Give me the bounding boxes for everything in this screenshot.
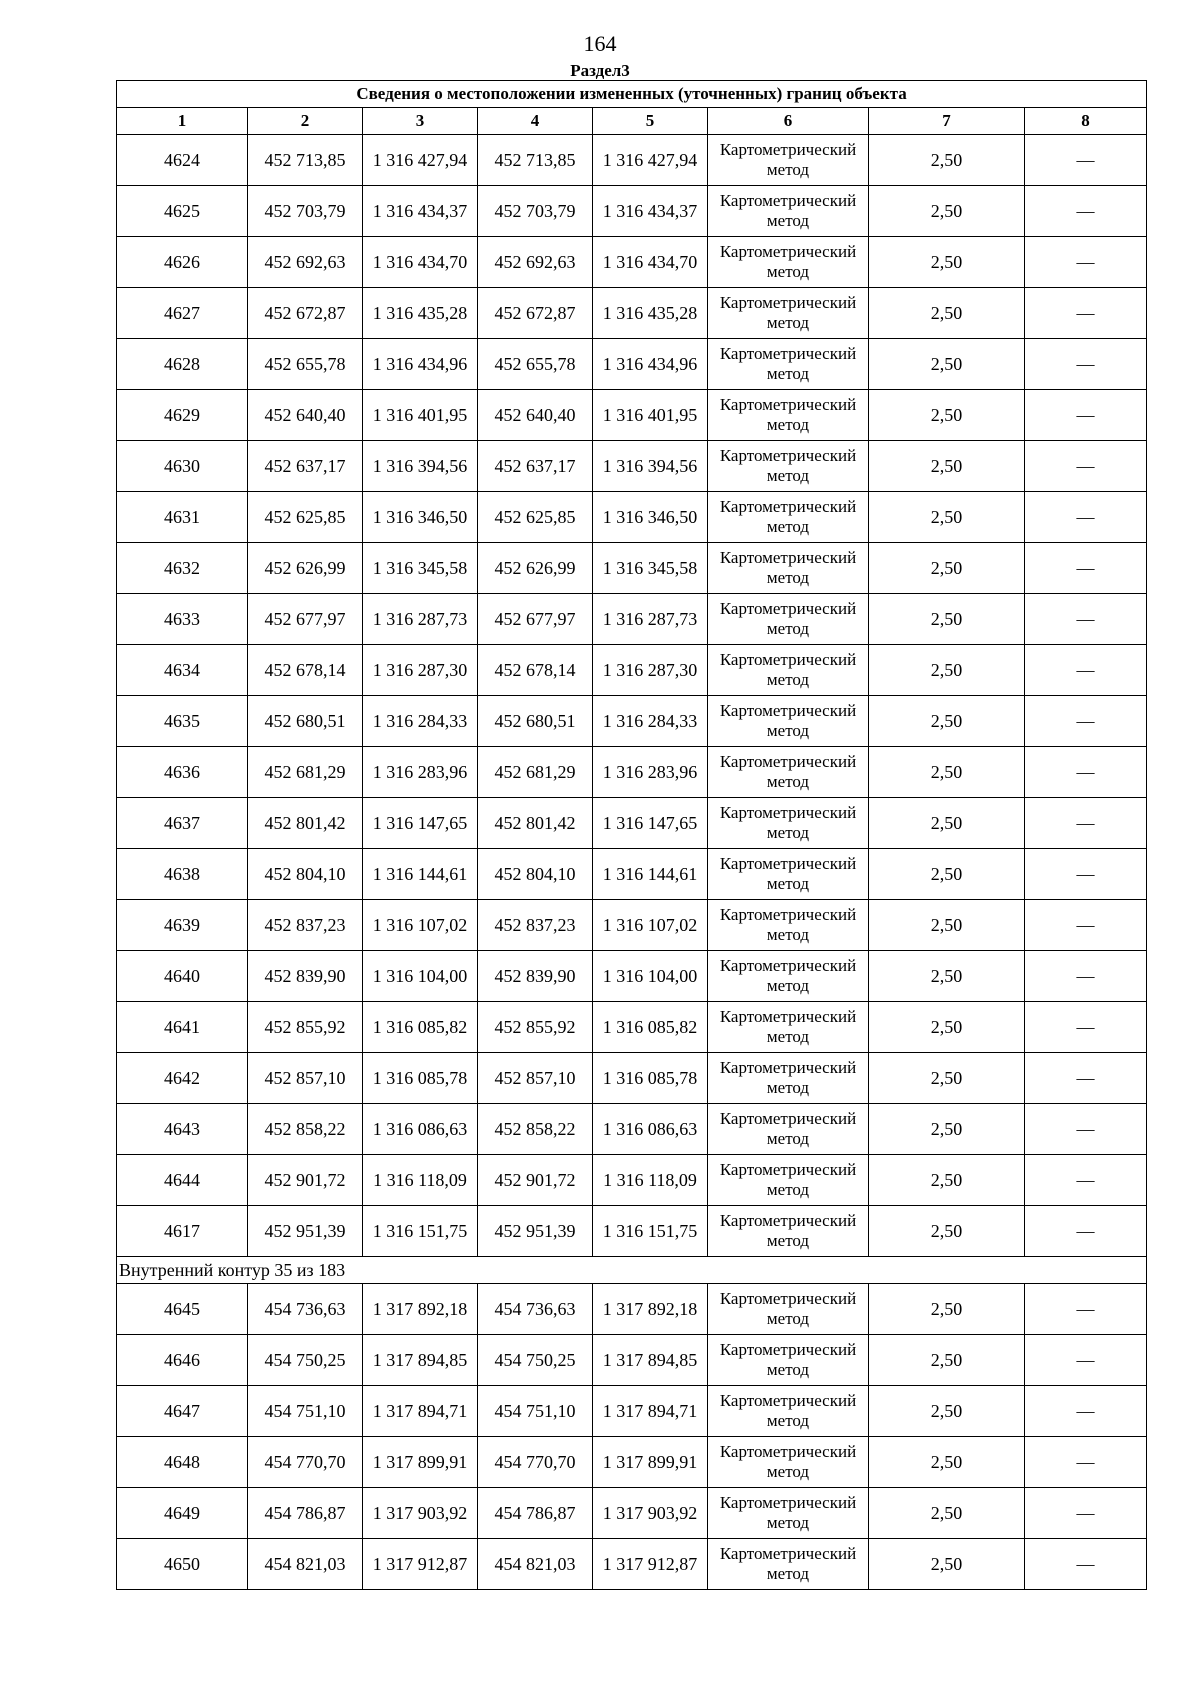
- cell-x-new: 452 681,29: [478, 747, 593, 798]
- table-row: [117, 186, 1147, 237]
- cell-y-existing: 1 316 151,75: [363, 1206, 478, 1257]
- cell-accuracy: 2,50: [869, 288, 1025, 339]
- cell-point-number: 4649: [117, 1488, 248, 1539]
- page-number: 164: [583, 31, 617, 56]
- cell-method: Картометрический метод: [708, 186, 869, 237]
- cell-y-new: 1 316 144,61: [593, 849, 708, 900]
- cell-y-new: 1 316 287,30: [593, 645, 708, 696]
- cell-description: —: [1025, 441, 1147, 492]
- cell-description: —: [1025, 849, 1147, 900]
- cell-description: —: [1025, 1155, 1147, 1206]
- cell-description: —: [1025, 288, 1147, 339]
- cell-y-existing: 1 317 892,18: [363, 1284, 478, 1335]
- cell-description: —: [1025, 1284, 1147, 1335]
- cell-y-new: 1 316 086,63: [593, 1104, 708, 1155]
- cell-x-new: 452 804,10: [478, 849, 593, 900]
- cell-accuracy: 2,50: [869, 1155, 1025, 1206]
- cell-point-number: 4617: [117, 1206, 248, 1257]
- cell-x-new: 452 678,14: [478, 645, 593, 696]
- cell-y-new: 1 316 085,82: [593, 1002, 708, 1053]
- cell-accuracy: 2,50: [869, 951, 1025, 1002]
- cell-x-new: 454 750,25: [478, 1335, 593, 1386]
- cell-x-new: 452 713,85: [478, 135, 593, 186]
- cell-x-existing: 452 625,85: [248, 492, 363, 543]
- cell-point-number: 4641: [117, 1002, 248, 1053]
- cell-method: Картометрический метод: [708, 747, 869, 798]
- table-row: [117, 1437, 1147, 1488]
- cell-point-number: 4640: [117, 951, 248, 1002]
- cell-x-existing: 452 681,29: [248, 747, 363, 798]
- cell-description: —: [1025, 492, 1147, 543]
- column-number-5: 5: [593, 108, 708, 135]
- column-number-8: 8: [1025, 108, 1147, 135]
- cell-accuracy: 2,50: [869, 339, 1025, 390]
- cell-method: Картометрический метод: [708, 1539, 869, 1590]
- cell-y-new: 1 317 912,87: [593, 1539, 708, 1590]
- cell-accuracy: 2,50: [869, 747, 1025, 798]
- cell-x-new: 452 640,40: [478, 390, 593, 441]
- cell-x-new: 452 677,97: [478, 594, 593, 645]
- cell-point-number: 4629: [117, 390, 248, 441]
- cell-y-existing: 1 316 283,96: [363, 747, 478, 798]
- cell-x-existing: 452 901,72: [248, 1155, 363, 1206]
- cell-y-new: 1 317 899,91: [593, 1437, 708, 1488]
- cell-description: —: [1025, 237, 1147, 288]
- cell-y-new: 1 317 892,18: [593, 1284, 708, 1335]
- table-row: [117, 237, 1147, 288]
- cell-x-existing: 452 680,51: [248, 696, 363, 747]
- cell-accuracy: 2,50: [869, 696, 1025, 747]
- table-row: [117, 288, 1147, 339]
- cell-x-existing: 452 692,63: [248, 237, 363, 288]
- table-row: [117, 1104, 1147, 1155]
- cell-point-number: 4626: [117, 237, 248, 288]
- cell-x-new: 452 901,72: [478, 1155, 593, 1206]
- cell-method: Картометрический метод: [708, 951, 869, 1002]
- cell-method: Картометрический метод: [708, 1335, 869, 1386]
- table-row: [117, 645, 1147, 696]
- cell-y-existing: 1 316 118,09: [363, 1155, 478, 1206]
- cell-description: —: [1025, 1335, 1147, 1386]
- cell-description: —: [1025, 645, 1147, 696]
- cell-accuracy: 2,50: [869, 1284, 1025, 1335]
- table-row: [117, 1335, 1147, 1386]
- cell-method: Картометрический метод: [708, 1053, 869, 1104]
- table-row: [117, 135, 1147, 186]
- cell-x-new: 454 751,10: [478, 1386, 593, 1437]
- cell-y-new: 1 316 107,02: [593, 900, 708, 951]
- cell-method: Картометрический метод: [708, 1488, 869, 1539]
- cell-method: Картометрический метод: [708, 1284, 869, 1335]
- cell-description: —: [1025, 135, 1147, 186]
- table-row: [117, 1488, 1147, 1539]
- cell-x-existing: 452 626,99: [248, 543, 363, 594]
- cell-y-new: 1 316 346,50: [593, 492, 708, 543]
- cell-y-new: 1 316 284,33: [593, 696, 708, 747]
- cell-method: Картометрический метод: [708, 1206, 869, 1257]
- cell-method: Картометрический метод: [708, 900, 869, 951]
- table-row: [117, 1386, 1147, 1437]
- cell-y-existing: 1 316 345,58: [363, 543, 478, 594]
- cell-x-new: 454 821,03: [478, 1539, 593, 1590]
- table-row: [117, 390, 1147, 441]
- cell-y-new: 1 316 283,96: [593, 747, 708, 798]
- cell-method: Картометрический метод: [708, 1104, 869, 1155]
- column-number-1: 1: [117, 108, 248, 135]
- cell-x-new: 452 625,85: [478, 492, 593, 543]
- cell-method: Картометрический метод: [708, 849, 869, 900]
- cell-point-number: 4648: [117, 1437, 248, 1488]
- cell-point-number: 4624: [117, 135, 248, 186]
- cell-point-number: 4632: [117, 543, 248, 594]
- cell-y-new: 1 316 118,09: [593, 1155, 708, 1206]
- cell-y-existing: 1 316 434,70: [363, 237, 478, 288]
- cell-description: —: [1025, 543, 1147, 594]
- table-caption: Сведения о местоположении измененных (уточненных) границ объекта: [117, 81, 1147, 108]
- cell-x-existing: 452 837,23: [248, 900, 363, 951]
- table-row: [117, 1155, 1147, 1206]
- cell-point-number: 4628: [117, 339, 248, 390]
- cell-point-number: 4646: [117, 1335, 248, 1386]
- column-number-4: 4: [478, 108, 593, 135]
- table-row: [117, 1539, 1147, 1590]
- cell-y-existing: 1 316 085,78: [363, 1053, 478, 1104]
- cell-method: Картометрический метод: [708, 339, 869, 390]
- cell-y-existing: 1 317 894,85: [363, 1335, 478, 1386]
- cell-x-new: 452 637,17: [478, 441, 593, 492]
- cell-x-new: 452 858,22: [478, 1104, 593, 1155]
- cell-x-existing: 454 786,87: [248, 1488, 363, 1539]
- cell-accuracy: 2,50: [869, 594, 1025, 645]
- column-number-2: 2: [248, 108, 363, 135]
- cell-y-new: 1 316 434,96: [593, 339, 708, 390]
- cell-y-existing: 1 316 435,28: [363, 288, 478, 339]
- cell-y-new: 1 316 427,94: [593, 135, 708, 186]
- cell-accuracy: 2,50: [869, 1488, 1025, 1539]
- cell-description: —: [1025, 1104, 1147, 1155]
- cell-method: Картометрический метод: [708, 798, 869, 849]
- column-number-7: 7: [869, 108, 1025, 135]
- cell-y-new: 1 316 147,65: [593, 798, 708, 849]
- cell-accuracy: 2,50: [869, 1539, 1025, 1590]
- cell-description: —: [1025, 798, 1147, 849]
- cell-accuracy: 2,50: [869, 390, 1025, 441]
- cell-y-existing: 1 316 401,95: [363, 390, 478, 441]
- cell-y-new: 1 316 434,37: [593, 186, 708, 237]
- table-row: [117, 1206, 1147, 1257]
- cell-x-new: 452 680,51: [478, 696, 593, 747]
- table-row: [117, 1284, 1147, 1335]
- cell-y-existing: 1 316 284,33: [363, 696, 478, 747]
- cell-accuracy: 2,50: [869, 1335, 1025, 1386]
- cell-y-new: 1 316 151,75: [593, 1206, 708, 1257]
- cell-point-number: 4642: [117, 1053, 248, 1104]
- cell-x-existing: 452 839,90: [248, 951, 363, 1002]
- cell-point-number: 4637: [117, 798, 248, 849]
- cell-point-number: 4635: [117, 696, 248, 747]
- cell-x-existing: 452 801,42: [248, 798, 363, 849]
- column-number-6: 6: [708, 108, 869, 135]
- cell-x-new: 454 736,63: [478, 1284, 593, 1335]
- cell-y-existing: 1 316 086,63: [363, 1104, 478, 1155]
- cell-description: —: [1025, 951, 1147, 1002]
- cell-x-existing: 452 804,10: [248, 849, 363, 900]
- cell-point-number: 4645: [117, 1284, 248, 1335]
- cell-y-existing: 1 316 434,37: [363, 186, 478, 237]
- cell-accuracy: 2,50: [869, 1053, 1025, 1104]
- cell-y-new: 1 316 394,56: [593, 441, 708, 492]
- cell-y-existing: 1 316 147,65: [363, 798, 478, 849]
- cell-accuracy: 2,50: [869, 1437, 1025, 1488]
- cell-x-existing: 454 736,63: [248, 1284, 363, 1335]
- cell-description: —: [1025, 696, 1147, 747]
- cell-y-existing: 1 317 894,71: [363, 1386, 478, 1437]
- table-row: [117, 747, 1147, 798]
- cell-y-new: 1 317 903,92: [593, 1488, 708, 1539]
- cell-accuracy: 2,50: [869, 543, 1025, 594]
- cell-method: Картометрический метод: [708, 1386, 869, 1437]
- table-row: [117, 951, 1147, 1002]
- cell-x-existing: 454 770,70: [248, 1437, 363, 1488]
- cell-description: —: [1025, 1053, 1147, 1104]
- column-number-row: [117, 108, 1147, 135]
- cell-x-new: 452 839,90: [478, 951, 593, 1002]
- cell-accuracy: 2,50: [869, 135, 1025, 186]
- table-row: [117, 594, 1147, 645]
- section-title: Раздел3: [570, 61, 630, 80]
- cell-y-existing: 1 316 434,96: [363, 339, 478, 390]
- cell-x-existing: 452 677,97: [248, 594, 363, 645]
- cell-description: —: [1025, 594, 1147, 645]
- cell-y-new: 1 316 085,78: [593, 1053, 708, 1104]
- table-row: [117, 798, 1147, 849]
- cell-accuracy: 2,50: [869, 645, 1025, 696]
- cell-method: Картометрический метод: [708, 1437, 869, 1488]
- cell-description: —: [1025, 186, 1147, 237]
- cell-x-existing: 452 640,40: [248, 390, 363, 441]
- cell-accuracy: 2,50: [869, 492, 1025, 543]
- cell-accuracy: 2,50: [869, 900, 1025, 951]
- cell-x-new: 452 855,92: [478, 1002, 593, 1053]
- cell-x-existing: 452 858,22: [248, 1104, 363, 1155]
- cell-point-number: 4627: [117, 288, 248, 339]
- cell-accuracy: 2,50: [869, 798, 1025, 849]
- cell-y-new: 1 316 287,73: [593, 594, 708, 645]
- cell-y-existing: 1 316 287,73: [363, 594, 478, 645]
- cell-method: Картометрический метод: [708, 135, 869, 186]
- cell-y-existing: 1 316 085,82: [363, 1002, 478, 1053]
- cell-method: Картометрический метод: [708, 645, 869, 696]
- cell-point-number: 4633: [117, 594, 248, 645]
- cell-description: —: [1025, 1206, 1147, 1257]
- cell-description: —: [1025, 1488, 1147, 1539]
- cell-x-new: 452 626,99: [478, 543, 593, 594]
- cell-method: Картометрический метод: [708, 288, 869, 339]
- cell-x-new: 452 703,79: [478, 186, 593, 237]
- cell-point-number: 4630: [117, 441, 248, 492]
- cell-method: Картометрический метод: [708, 696, 869, 747]
- cell-y-existing: 1 316 104,00: [363, 951, 478, 1002]
- table-row: [117, 696, 1147, 747]
- cell-y-existing: 1 316 394,56: [363, 441, 478, 492]
- cell-method: Картометрический метод: [708, 543, 869, 594]
- cell-x-existing: 454 751,10: [248, 1386, 363, 1437]
- cell-y-new: 1 317 894,85: [593, 1335, 708, 1386]
- cell-y-new: 1 317 894,71: [593, 1386, 708, 1437]
- table-row: [117, 1053, 1147, 1104]
- cell-y-existing: 1 316 346,50: [363, 492, 478, 543]
- table-row: [117, 849, 1147, 900]
- cell-x-new: 452 857,10: [478, 1053, 593, 1104]
- cell-y-new: 1 316 434,70: [593, 237, 708, 288]
- cell-method: Картометрический метод: [708, 441, 869, 492]
- cell-accuracy: 2,50: [869, 237, 1025, 288]
- cell-y-existing: 1 316 287,30: [363, 645, 478, 696]
- cell-x-existing: 454 750,25: [248, 1335, 363, 1386]
- table-row: [117, 441, 1147, 492]
- cell-accuracy: 2,50: [869, 849, 1025, 900]
- cell-x-existing: 452 655,78: [248, 339, 363, 390]
- cell-method: Картометрический метод: [708, 594, 869, 645]
- cell-x-new: 452 672,87: [478, 288, 593, 339]
- cell-y-existing: 1 317 912,87: [363, 1539, 478, 1590]
- cell-point-number: 4650: [117, 1539, 248, 1590]
- boundary-table: [116, 80, 1147, 1590]
- cell-y-existing: 1 316 427,94: [363, 135, 478, 186]
- cell-description: —: [1025, 1386, 1147, 1437]
- cell-accuracy: 2,50: [869, 186, 1025, 237]
- cell-method: Картометрический метод: [708, 390, 869, 441]
- cell-y-existing: 1 317 903,92: [363, 1488, 478, 1539]
- column-number-3: 3: [363, 108, 478, 135]
- cell-accuracy: 2,50: [869, 1206, 1025, 1257]
- cell-method: Картометрический метод: [708, 1002, 869, 1053]
- cell-x-existing: 452 678,14: [248, 645, 363, 696]
- cell-accuracy: 2,50: [869, 441, 1025, 492]
- cell-description: —: [1025, 1437, 1147, 1488]
- cell-description: —: [1025, 1002, 1147, 1053]
- cell-x-existing: 454 821,03: [248, 1539, 363, 1590]
- cell-x-new: 452 837,23: [478, 900, 593, 951]
- cell-accuracy: 2,50: [869, 1386, 1025, 1437]
- table-body: [117, 135, 1147, 1590]
- table-row: [117, 900, 1147, 951]
- contour-subheader: Внутренний контур 35 из 183: [117, 1257, 1147, 1284]
- table-row: [117, 339, 1147, 390]
- cell-y-existing: 1 316 107,02: [363, 900, 478, 951]
- table-row: [117, 1002, 1147, 1053]
- contour-subheader-row: [117, 1257, 1147, 1284]
- cell-description: —: [1025, 390, 1147, 441]
- cell-x-existing: 452 672,87: [248, 288, 363, 339]
- cell-x-new: 454 770,70: [478, 1437, 593, 1488]
- cell-description: —: [1025, 900, 1147, 951]
- cell-point-number: 4639: [117, 900, 248, 951]
- cell-y-existing: 1 317 899,91: [363, 1437, 478, 1488]
- cell-x-new: 452 655,78: [478, 339, 593, 390]
- cell-point-number: 4634: [117, 645, 248, 696]
- cell-y-existing: 1 316 144,61: [363, 849, 478, 900]
- cell-point-number: 4625: [117, 186, 248, 237]
- cell-point-number: 4636: [117, 747, 248, 798]
- table-row: [117, 492, 1147, 543]
- cell-point-number: 4644: [117, 1155, 248, 1206]
- cell-method: Картометрический метод: [708, 237, 869, 288]
- cell-x-new: 452 951,39: [478, 1206, 593, 1257]
- cell-x-new: 452 801,42: [478, 798, 593, 849]
- cell-method: Картометрический метод: [708, 1155, 869, 1206]
- cell-point-number: 4631: [117, 492, 248, 543]
- cell-method: Картометрический метод: [708, 492, 869, 543]
- cell-x-existing: 452 703,79: [248, 186, 363, 237]
- cell-x-new: 454 786,87: [478, 1488, 593, 1539]
- cell-y-new: 1 316 345,58: [593, 543, 708, 594]
- cell-x-existing: 452 855,92: [248, 1002, 363, 1053]
- cell-description: —: [1025, 1539, 1147, 1590]
- cell-x-existing: 452 713,85: [248, 135, 363, 186]
- cell-point-number: 4643: [117, 1104, 248, 1155]
- cell-y-new: 1 316 104,00: [593, 951, 708, 1002]
- cell-point-number: 4638: [117, 849, 248, 900]
- cell-y-new: 1 316 435,28: [593, 288, 708, 339]
- cell-x-new: 452 692,63: [478, 237, 593, 288]
- table-row: [117, 543, 1147, 594]
- cell-accuracy: 2,50: [869, 1104, 1025, 1155]
- cell-point-number: 4647: [117, 1386, 248, 1437]
- cell-description: —: [1025, 747, 1147, 798]
- cell-y-new: 1 316 401,95: [593, 390, 708, 441]
- cell-description: —: [1025, 339, 1147, 390]
- cell-accuracy: 2,50: [869, 1002, 1025, 1053]
- cell-x-existing: 452 857,10: [248, 1053, 363, 1104]
- cell-x-existing: 452 637,17: [248, 441, 363, 492]
- cell-x-existing: 452 951,39: [248, 1206, 363, 1257]
